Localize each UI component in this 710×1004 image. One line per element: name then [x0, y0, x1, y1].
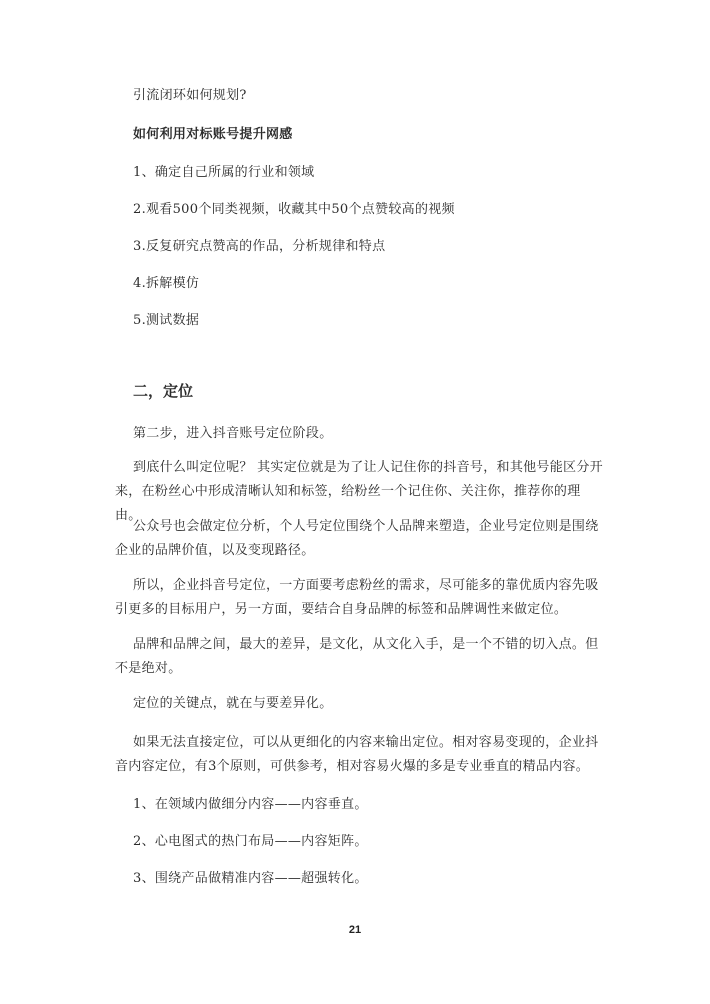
paragraph: 品牌和品牌之间，最大的差异，是文化，从文化入手，是一个不错的切入点。但不是绝对。 [115, 637, 599, 676]
list-item: 2.观看500个同类视频，收藏其中50个点赞较高的视频 [133, 202, 455, 217]
section-subtitle: 如何利用对标账号提升网感 [133, 127, 293, 142]
paragraph: 所以，企业抖音号定位，一方面要考虑粉丝的需求，尽可能多的靠优质内容先吸引更多的目标用户，另一方面，要结合自身品牌的标签和品牌调性来做定位。 [115, 578, 599, 617]
paragraph: 公众号也会做定位分析，个人号定位围绕个人品牌来塑造，企业号定位则是围绕企业的品牌价值，以及变现路径。 [115, 519, 599, 558]
paragraph: 定位的关键点，就在与要差异化。 [133, 696, 333, 711]
list-item: 4.拆解模仿 [133, 276, 200, 291]
page-number: 21 [348, 924, 362, 936]
paragraph: 如果无法直接定位，可以从更细化的内容来输出定位。相对容易变现的，企业抖音内容定位，有3个原则，可供参考，相对容易火爆的多是专业垂直的精品内容。 [115, 735, 599, 774]
section-question: 引流闭环如何规划? [133, 88, 247, 103]
list-item: 2、心电图式的热门布局——内容矩阵。 [133, 834, 368, 849]
paragraph: 到底什么叫定位呢？ 其实定位就是为了让人记住你的抖音号，和其他号能区分开来，在粉丝心中形成清晰认知和标签，给粉丝一个记住你、关注你，推荐你的理由。 [115, 460, 603, 523]
list-item: 1、在领域内做细分内容——内容垂直。 [133, 797, 368, 812]
list-item: 5.测试数据 [133, 313, 200, 328]
list-item: 3、围绕产品做精准内容——超强转化。 [133, 871, 368, 886]
intro-text: 第二步，进入抖音账号定位阶段。 [133, 426, 333, 441]
list-item: 3.反复研究点赞高的作品，分析规律和特点 [133, 239, 386, 254]
list-item: 1、确定自己所属的行业和领域 [133, 165, 315, 180]
section-heading: 二，定位 [133, 382, 194, 400]
